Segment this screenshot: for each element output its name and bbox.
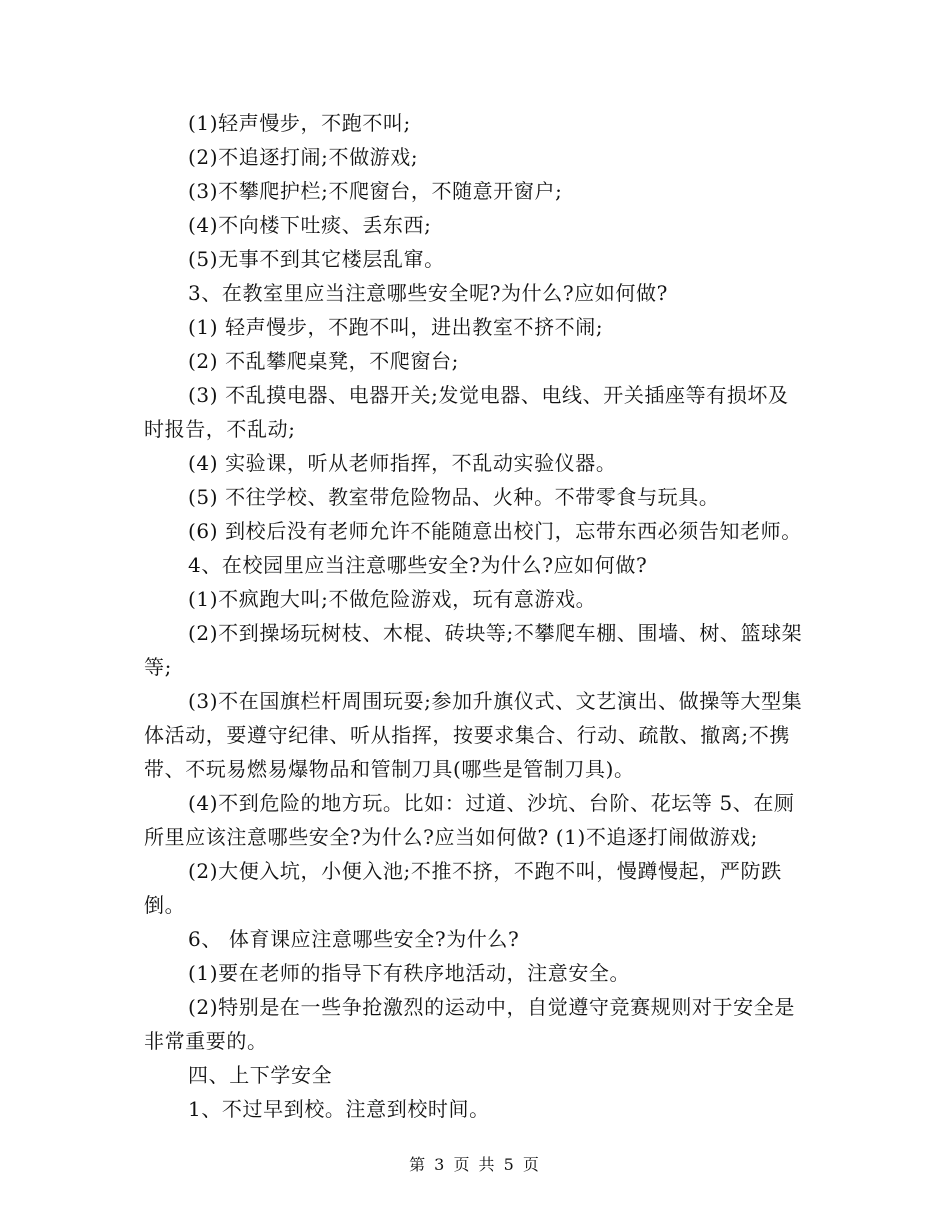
paragraph: (1)轻声慢步，不跑不叫; [188,111,411,135]
paragraph: (5)无事不到其它楼层乱窜。 [188,247,445,271]
paragraph: (2)大便入坑，小便入池;不推不挤，不跑不叫，慢蹲慢起，严防跌倒。 [144,859,782,917]
paragraph: (4)不到危险的地方玩。比如：过道、沙坑、台阶、花坛等 5、在厕所里应该注意哪些安全?为什么?应当如何做? (1)不追逐打闹做游戏; [144,791,795,849]
page-number-footer: 第 3 页 共 5 页 [409,1155,541,1174]
paragraph: 1、不过早到校。注意到校时间。 [188,1097,490,1121]
paragraph: (2) 不乱攀爬桌凳，不爬窗台; [188,349,460,373]
section-heading: 4、在校园里应当注意哪些安全?为什么?应如何做? [188,553,648,577]
paragraph: (4) 实验课，听从老师指挥，不乱动实验仪器。 [188,451,617,475]
paragraph: (3)不攀爬护栏;不爬窗台，不随意开窗户; [188,179,563,203]
section-heading: 3、在教室里应当注意哪些安全呢?为什么?应如何做? [188,281,668,305]
paragraph: (2)不追逐打闹;不做游戏; [188,145,419,169]
paragraph: (4)不向楼下吐痰、丢东西; [188,213,432,237]
section-heading: 6、 体育课应注意哪些安全?为什么? [188,927,520,951]
document-body [144,106,804,1126]
paragraph: (1)不疯跑大叫;不做危险游戏，玩有意游戏。 [188,587,597,611]
paragraph: (5) 不往学校、教室带危险物品、火种。不带零食与玩具。 [188,485,720,509]
section-heading: 四、上下学安全 [188,1063,333,1087]
paragraph: (1) 轻声慢步，不跑不叫，进出教室不挤不闹; [188,315,604,339]
paragraph: (1)要在老师的指导下有秩序地活动，注意安全。 [188,961,631,985]
paragraph: (6) 到校后没有老师允许不能随意出校门，忘带东西必须告知老师。 [188,519,802,543]
paragraph: (2)不到操场玩树枝、木棍、砖块等;不攀爬车棚、围墙、树、篮球架等; [144,621,803,679]
paragraph: (2)特别是在一些争抢激烈的运动中，自觉遵守竞赛规则对于安全是非常重要的。 [144,995,795,1053]
paragraph: (3) 不乱摸电器、电器开关;发觉电器、电线、开关插座等有损坏及时报告，不乱动; [144,383,789,441]
paragraph: (3)不在国旗栏杆周围玩耍;参加升旗仪式、文艺演出、做操等大型集体活动，要遵守纪律、听从指挥，按要求集合、行动、疏散、撤离;不携带、不玩易燃易爆物品和管制刀具(哪些是管制刀具)。 [144,689,803,781]
